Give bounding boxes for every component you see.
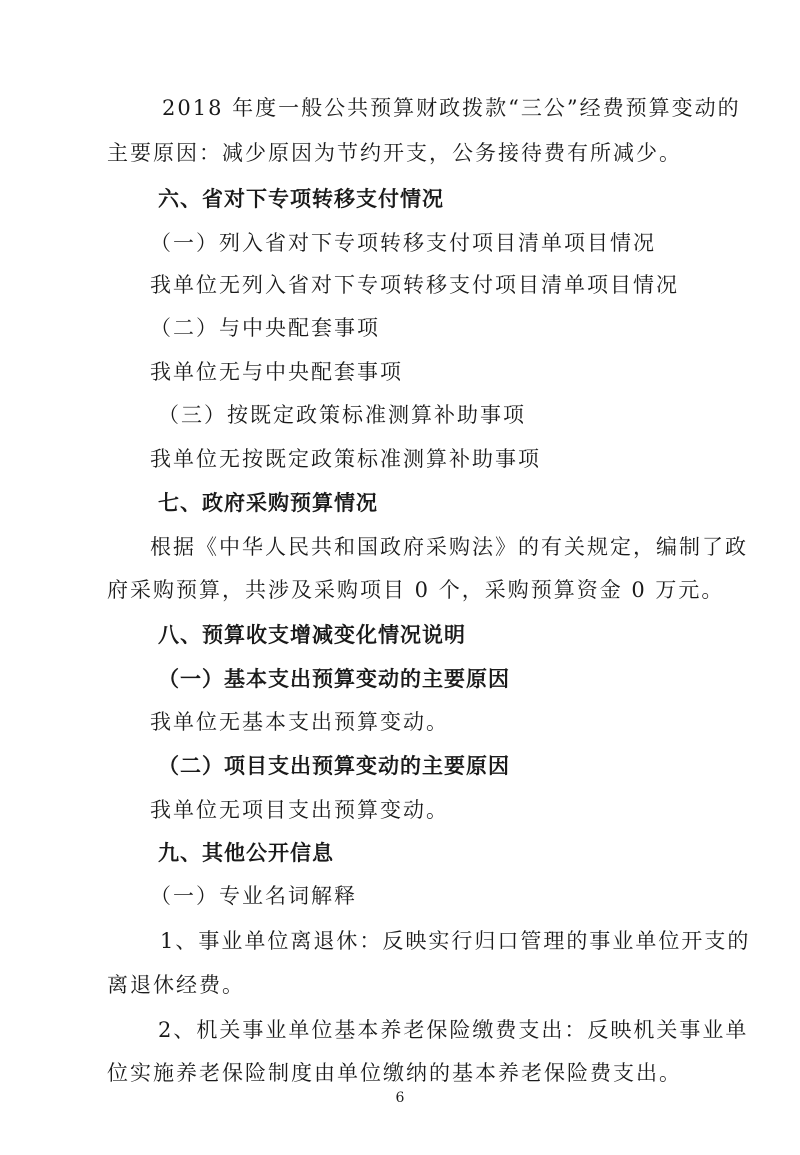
- section-6-sub1-heading: （一）列入省对下专项转移支付项目清单项目情况: [150, 231, 656, 255]
- section-8-sub1-text: 我单位无基本支出预算变动。: [150, 710, 449, 734]
- section-8-sub2-heading: （二）项目支出预算变动的主要原因: [158, 754, 510, 778]
- section-8-sub1-heading: （一）基本支出预算变动的主要原因: [158, 667, 510, 691]
- section-9-item2-line2: 位实施养老保险制度由单位缴纳的基本养老保险费支出。: [107, 1061, 682, 1085]
- section-9-item1-line1: 1、事业单位离退休：反映实行归口管理的事业单位开支的: [160, 929, 751, 953]
- section-7-para-line2: 府采购预算，共涉及采购项目 0 个，采购预算资金 0 万元。: [107, 578, 725, 602]
- section-9-item2-line1: 2、机关事业单位基本养老保险缴费支出：反映机关事业单: [158, 1018, 749, 1042]
- page-number: 6: [395, 1090, 405, 1106]
- section-8-heading: 八、预算收支增减变化情况说明: [158, 623, 466, 647]
- section-6-sub2-heading: （二）与中央配套事项: [150, 316, 380, 340]
- sangong-para-line1: 2018 年度一般公共预算财政拨款“三公”经费预算变动的: [162, 96, 741, 120]
- section-6-sub3-heading: （三）按既定政策标准测算补助事项: [158, 403, 526, 427]
- section-9-sub1-heading: （一）专业名词解释: [150, 884, 357, 908]
- section-6-sub2-text: 我单位无与中央配套事项: [150, 360, 403, 384]
- section-8-sub2-text: 我单位无项目支出预算变动。: [150, 798, 449, 822]
- section-6-sub3-text: 我单位无按既定政策标准测算补助事项: [150, 447, 541, 471]
- section-7-para-line1: 根据《中华人民共和国政府采购法》的有关规定，编制了政: [150, 535, 748, 559]
- section-6-sub1-text: 我单位无列入省对下专项转移支付项目清单项目情况: [150, 273, 679, 297]
- section-6-heading: 六、省对下专项转移支付情况: [158, 187, 444, 211]
- section-9-item1-line2: 离退休经费。: [107, 973, 245, 997]
- sangong-para-line2: 主要原因：减少原因为节约开支，公务接待费有所减少。: [107, 141, 682, 165]
- section-7-heading: 七、政府采购预算情况: [158, 491, 378, 515]
- section-9-heading: 九、其他公开信息: [158, 841, 334, 865]
